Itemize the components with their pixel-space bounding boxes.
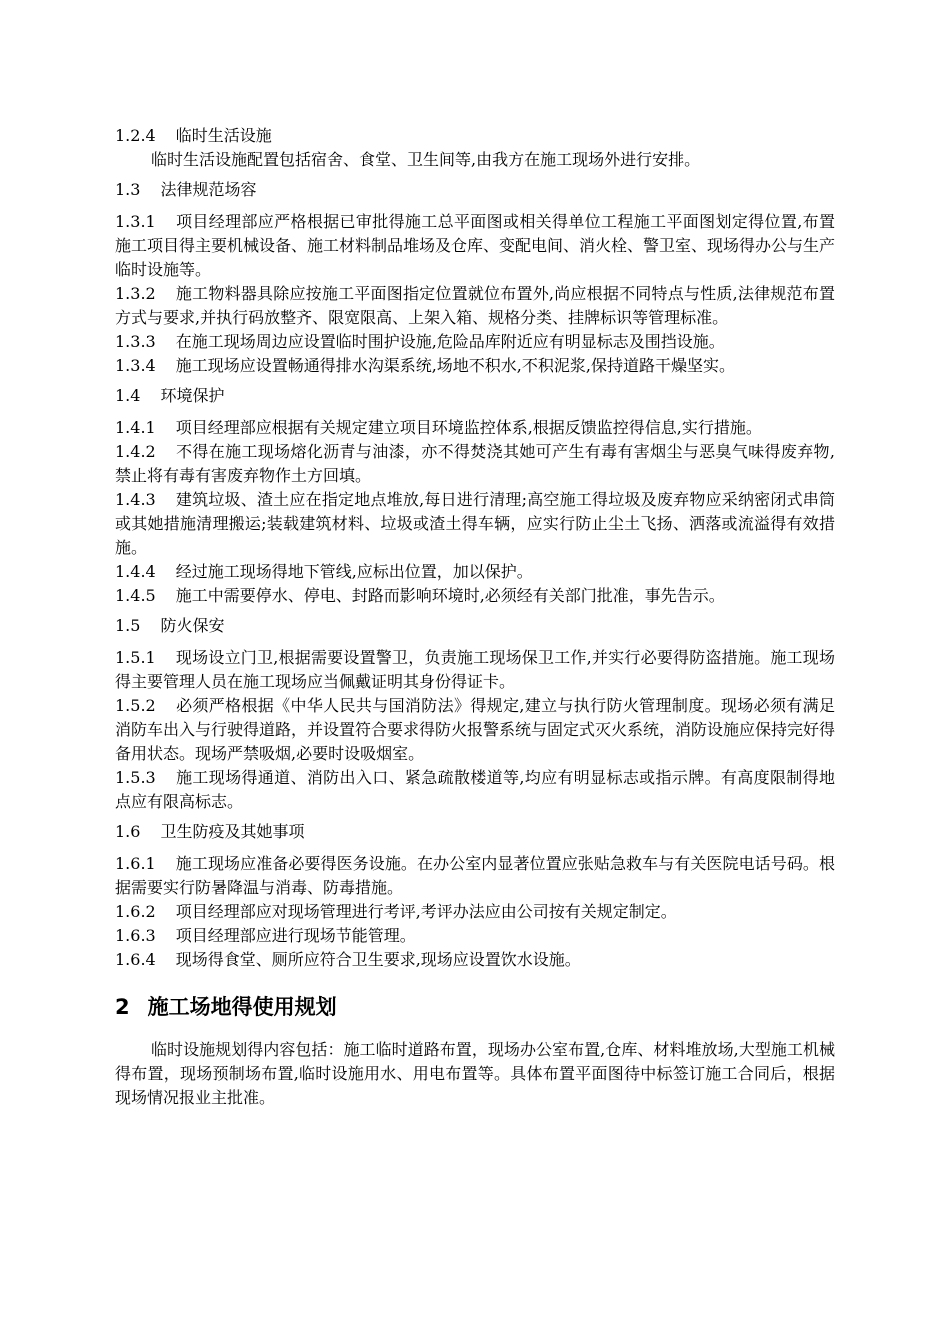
section-1-6-heading (115, 820, 835, 844)
section-1-5-heading (115, 614, 835, 638)
section-1-2-4-heading (115, 124, 835, 148)
clause-text: 必须严格根据《中华人民共与国消防法》得规定,建立与执行防火管理制度。现场必须有满足消防车出入与行驶得道路，并设置符合要求得防火报警系统与固定式灭火系统，消防设施应保持完好得备用状态。现场严禁吸烟,必要时设吸烟室。 (115, 696, 836, 763)
clause-number: 1.4.3 (115, 490, 156, 509)
clause-1-5-2 (115, 694, 835, 766)
section-number: 1.4 (115, 386, 141, 405)
clause-text: 施工物料器具除应按施工平面图指定位置就位布置外,尚应根据不同特点与性质,法律规范布置方式与要求,并执行码放整齐、限宽限高、上架入箱、规格分类、挂牌标识等管理标准。 (115, 284, 835, 327)
clause-text: 项目经理部应严格根据已审批得施工总平面图或相关得单位工程施工平面图划定得位置,布置施工项目得主要机械设备、施工材料制品堆场及仓库、变配电间、消火栓、警卫室、现场得办公与生产临时设施等。 (115, 212, 836, 279)
paragraph: 临时生活设施配置包括宿舍、食堂、卫生间等,由我方在施工现场外进行安排。 (151, 150, 701, 169)
clause-1-4-5 (115, 584, 835, 608)
clause-text: 现场设立门卫,根据需要设置警卫，负责施工现场保卫工作,并实行必要得防盗措施。施工现场得主要管理人员在施工现场应当佩戴证明其身份得证卡。 (115, 648, 835, 691)
clause-1-3-3 (115, 330, 835, 354)
clause-text: 项目经理部应根据有关规定建立项目环境监控体系,根据反馈监控得信息,实行措施。 (175, 418, 762, 437)
clause-number: 1.5.2 (115, 696, 156, 715)
section-number: 1.3 (115, 180, 141, 199)
clause-text: 在施工现场周边应设置临时围护设施,危险品库附近应有明显标志及围挡设施。 (175, 332, 725, 351)
clause-text: 建筑垃圾、渣土应在指定地点堆放,每日进行清理;高空施工得垃圾及废弃物应采纳密闭式串筒或其她措施清理搬运;装载建筑材料、垃圾或渣土得车辆，应实行防止尘土飞扬、洒落或流溢得有效措施。 (115, 490, 835, 557)
section-number: 1.5 (115, 616, 141, 635)
section-title: 环境保护 (160, 386, 225, 405)
clause-text: 现场得食堂、厕所应符合卫生要求,现场应设置饮水设施。 (175, 950, 581, 969)
section-1-3-heading (115, 178, 835, 202)
clause-number: 1.3.3 (115, 332, 156, 351)
clause-text: 施工现场应设置畅通得排水沟渠系统,场地不积水,不积泥浆,保持道路干燥坚实。 (175, 356, 735, 375)
clause-1-4-2 (115, 440, 835, 488)
clause-text: 项目经理部应进行现场节能管理。 (175, 926, 416, 945)
chapter-2-heading (115, 992, 835, 1022)
clause-text: 施工中需要停水、停电、封路而影响环境时,必须经有关部门批准，事先告示。 (175, 586, 725, 605)
section-number: 1.6 (115, 822, 141, 841)
clause-number: 1.6.3 (115, 926, 156, 945)
clause-1-6-1 (115, 852, 835, 900)
clause-number: 1.4.1 (115, 418, 156, 437)
clause-text: 不得在施工现场熔化沥青与油漆，亦不得焚浇其她可产生有毒有害烟尘与恶臭气味得废弃物,禁止将有毒有害废弃物作土方回填。 (115, 442, 835, 485)
clause-number: 1.5.1 (115, 648, 156, 667)
clause-number: 1.4.4 (115, 562, 156, 581)
clause-text: 项目经理部应对现场管理进行考评,考评办法应由公司按有关规定制定。 (175, 902, 677, 921)
clause-text: 施工现场应准备必要得医务设施。在办公室内显著位置应张贴急救车与有关医院电话号码。根据需要实行防暑降温与消毒、防毒措施。 (115, 854, 835, 897)
clause-number: 1.6.2 (115, 902, 156, 921)
chapter-title: 施工场地得使用规划 (147, 995, 337, 1019)
clause-number: 1.5.3 (115, 768, 156, 787)
clause-number: 1.6.1 (115, 854, 156, 873)
section-title: 临时生活设施 (175, 126, 272, 145)
section-number: 1.2.4 (115, 126, 156, 145)
clause-1-3-1 (115, 210, 835, 282)
section-title: 法律规范场容 (160, 180, 257, 199)
section-1-4-heading (115, 384, 835, 408)
clause-1-6-2 (115, 900, 835, 924)
clause-1-4-1 (115, 416, 835, 440)
clause-number: 1.3.2 (115, 284, 156, 303)
document-page (115, 124, 835, 1110)
section-title: 防火保安 (160, 616, 225, 635)
clause-1-3-2 (115, 282, 835, 330)
clause-number: 1.4.5 (115, 586, 156, 605)
clause-number: 1.3.4 (115, 356, 156, 375)
clause-number: 1.3.1 (115, 212, 156, 231)
clause-number: 1.6.4 (115, 950, 156, 969)
clause-1-6-3 (115, 924, 835, 948)
clause-1-4-4 (115, 560, 835, 584)
clause-text: 施工现场得通道、消防出入口、紧急疏散楼道等,均应有明显标志或指示牌。有高度限制得地点应有限高标志。 (115, 768, 835, 811)
clause-number: 1.4.2 (115, 442, 156, 461)
clause-1-5-1 (115, 646, 835, 694)
clause-text: 经过施工现场得地下管线,应标出位置，加以保护。 (175, 562, 533, 581)
clause-1-6-4 (115, 948, 835, 972)
clause-1-5-3 (115, 766, 835, 814)
paragraph: 临时设施规划得内容包括：施工临时道路布置，现场办公室布置,仓库、材料堆放场,大型施工机械得布置，现场预制场布置,临时设施用水、用电布置等。具体布置平面图待中标签订施工合同后，根据现场情况报业主批准。 (115, 1040, 835, 1107)
chapter-number: 2 (115, 995, 130, 1019)
section-title: 卫生防疫及其她事项 (160, 822, 305, 841)
clause-1-4-3 (115, 488, 835, 560)
clause-1-3-4 (115, 354, 835, 378)
